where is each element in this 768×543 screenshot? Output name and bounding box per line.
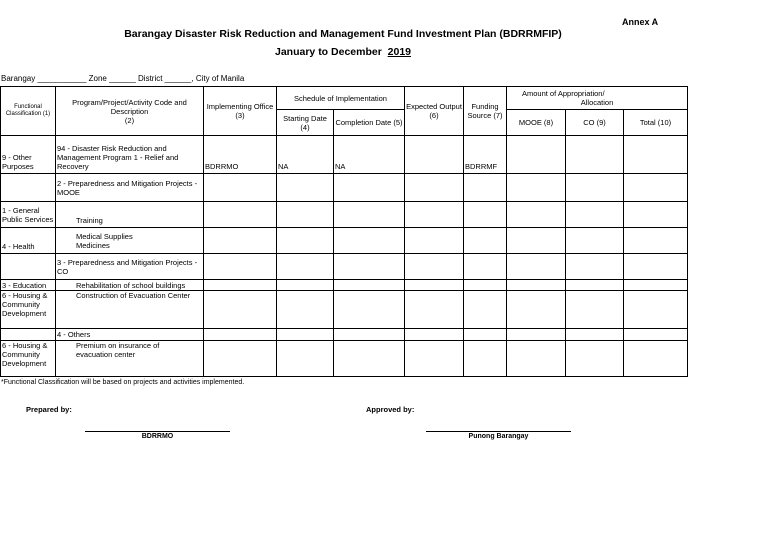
cell-office xyxy=(204,280,277,291)
cell-total xyxy=(624,254,688,280)
cell-program: Medical Supplies Medicines xyxy=(56,228,204,254)
cell-co xyxy=(566,291,624,329)
table-row xyxy=(1,254,688,280)
cell-completion xyxy=(334,341,405,377)
cell-co xyxy=(566,228,624,254)
header-program-label: Program/Project/Activity Code and Description xyxy=(72,97,187,116)
header-total: Total (10) xyxy=(624,110,688,136)
annex-label: Annex A xyxy=(622,17,659,27)
cell-start xyxy=(277,228,334,254)
cell-completion xyxy=(334,280,405,291)
cell-mooe xyxy=(507,254,566,280)
header-program-number: (2) xyxy=(124,115,135,125)
cell-total xyxy=(624,136,688,174)
cell-funding: BDRRMF xyxy=(464,136,507,174)
cell-functional-classification: 1 - General Public Services xyxy=(1,202,56,228)
cell-program: 3 - Preparedness and Mitigation Projects - CO xyxy=(56,254,204,280)
cell-start xyxy=(277,329,334,341)
location-line: Barangay ___________ Zone ______ District ______, City of Manila xyxy=(1,74,245,83)
cell-co xyxy=(566,280,624,291)
period-line xyxy=(0,46,686,58)
cell-start xyxy=(277,341,334,377)
cell-funding xyxy=(464,329,507,341)
cell-output xyxy=(405,174,464,202)
cell-total xyxy=(624,291,688,329)
cell-start xyxy=(277,254,334,280)
cell-start xyxy=(277,280,334,291)
cell-program: 4 - Others xyxy=(56,329,204,341)
cell-functional-classification: 4 - Health xyxy=(1,228,56,254)
cell-completion xyxy=(334,202,405,228)
cell-mooe xyxy=(507,291,566,329)
cell-completion xyxy=(334,174,405,202)
cell-total xyxy=(624,341,688,377)
cell-funding xyxy=(464,280,507,291)
cell-program: Training xyxy=(56,202,204,228)
cell-mooe xyxy=(507,280,566,291)
cell-mooe xyxy=(507,174,566,202)
cell-completion: NA xyxy=(334,136,405,174)
cell-functional-classification xyxy=(1,174,56,202)
cell-program: Rehabilitation of school buildings xyxy=(56,280,204,291)
cell-total xyxy=(624,280,688,291)
cell-output xyxy=(405,291,464,329)
cell-functional-classification xyxy=(1,254,56,280)
header-completion-date: Completion Date (5) xyxy=(334,110,405,136)
cell-co xyxy=(566,174,624,202)
cell-office: BDRRMO xyxy=(204,136,277,174)
investment-plan-table xyxy=(0,86,688,377)
header-schedule: Schedule of Implementation xyxy=(277,87,405,110)
header-appropriation xyxy=(507,87,688,110)
cell-start xyxy=(277,291,334,329)
header-office-number: (3) xyxy=(235,111,245,120)
cell-output xyxy=(405,202,464,228)
cell-co xyxy=(566,341,624,377)
cell-program: 94 - Disaster Risk Reduction and Management Program 1 - Relief and Recovery xyxy=(56,136,204,174)
cell-functional-classification xyxy=(1,329,56,341)
cell-program: Construction of Evacuation Center xyxy=(56,291,204,329)
cell-program: 2 - Preparedness and Mitigation Projects - MOOE xyxy=(56,174,204,202)
cell-funding xyxy=(464,291,507,329)
cell-output xyxy=(405,136,464,174)
cell-co xyxy=(566,329,624,341)
cell-office xyxy=(204,254,277,280)
cell-funding xyxy=(464,174,507,202)
header-functional-classification: Functional Classification (1) xyxy=(1,87,56,136)
table-row xyxy=(1,280,688,291)
cell-start xyxy=(277,174,334,202)
cell-office xyxy=(204,228,277,254)
signatory-punong-barangay: Punong Barangay xyxy=(468,433,529,440)
page-title: Barangay Disaster Risk Reduction and Management Fund Investment Plan (BDRRMFIP) xyxy=(124,28,562,40)
cell-co xyxy=(566,202,624,228)
prepared-by-label: Prepared by: xyxy=(26,405,72,414)
header-implementing-office xyxy=(204,87,277,136)
approved-by-label: Approved by: xyxy=(366,405,415,414)
header-appropriation-line1: Amount of Appropriation/ xyxy=(522,89,605,98)
signature-line-right xyxy=(426,431,571,432)
cell-mooe xyxy=(507,202,566,228)
cell-completion xyxy=(334,291,405,329)
footnote: *Functional Classification will be based on projects and activities implemented. xyxy=(1,379,245,386)
header-mooe: MOOE (8) xyxy=(507,110,566,136)
cell-office xyxy=(204,291,277,329)
header-program xyxy=(56,87,204,136)
cell-functional-classification: 6 - Housing & Community Development xyxy=(1,291,56,329)
cell-functional-classification: 6 - Housing & Community Development xyxy=(1,341,56,377)
cell-office xyxy=(204,341,277,377)
cell-functional-classification: 9 - Other Purposes xyxy=(1,136,56,174)
header-starting-date: Starting Date (4) xyxy=(277,110,334,136)
cell-co xyxy=(566,136,624,174)
cell-funding xyxy=(464,228,507,254)
header-office-label: Implementing Office xyxy=(206,102,274,111)
cell-output xyxy=(405,254,464,280)
cell-output xyxy=(405,280,464,291)
cell-start: NA xyxy=(277,136,334,174)
table-row xyxy=(1,341,688,377)
cell-office xyxy=(204,329,277,341)
cell-program: Premium on insurance of evacuation center xyxy=(56,341,204,377)
header-co: CO (9) xyxy=(566,110,624,136)
cell-total xyxy=(624,228,688,254)
table-row xyxy=(1,202,688,228)
cell-mooe xyxy=(507,341,566,377)
cell-funding xyxy=(464,341,507,377)
cell-funding xyxy=(464,254,507,280)
table-row xyxy=(1,136,688,174)
header-funding-source: Funding Source (7) xyxy=(464,87,507,136)
cell-total xyxy=(624,329,688,341)
cell-completion xyxy=(334,228,405,254)
cell-output xyxy=(405,329,464,341)
signature-line-left xyxy=(85,431,230,432)
cell-completion xyxy=(334,329,405,341)
cell-start xyxy=(277,202,334,228)
cell-completion xyxy=(334,254,405,280)
table-row xyxy=(1,291,688,329)
cell-functional-classification: 3 - Education xyxy=(1,280,56,291)
period-year: 2019 xyxy=(387,46,411,58)
cell-total xyxy=(624,202,688,228)
header-appropriation-line2: Allocation xyxy=(580,98,614,107)
cell-output xyxy=(405,341,464,377)
cell-office xyxy=(204,202,277,228)
cell-office xyxy=(204,174,277,202)
cell-funding xyxy=(464,202,507,228)
table-row xyxy=(1,174,688,202)
cell-mooe xyxy=(507,136,566,174)
table-row xyxy=(1,329,688,341)
cell-mooe xyxy=(507,329,566,341)
cell-output xyxy=(405,228,464,254)
signatory-bdrrmo: BDRRMO xyxy=(141,433,174,440)
cell-total xyxy=(624,174,688,202)
header-expected-output: Expected Output (6) xyxy=(405,87,464,136)
cell-mooe xyxy=(507,228,566,254)
period-prefix: January to December xyxy=(275,46,382,58)
table-row xyxy=(1,228,688,254)
cell-co xyxy=(566,254,624,280)
